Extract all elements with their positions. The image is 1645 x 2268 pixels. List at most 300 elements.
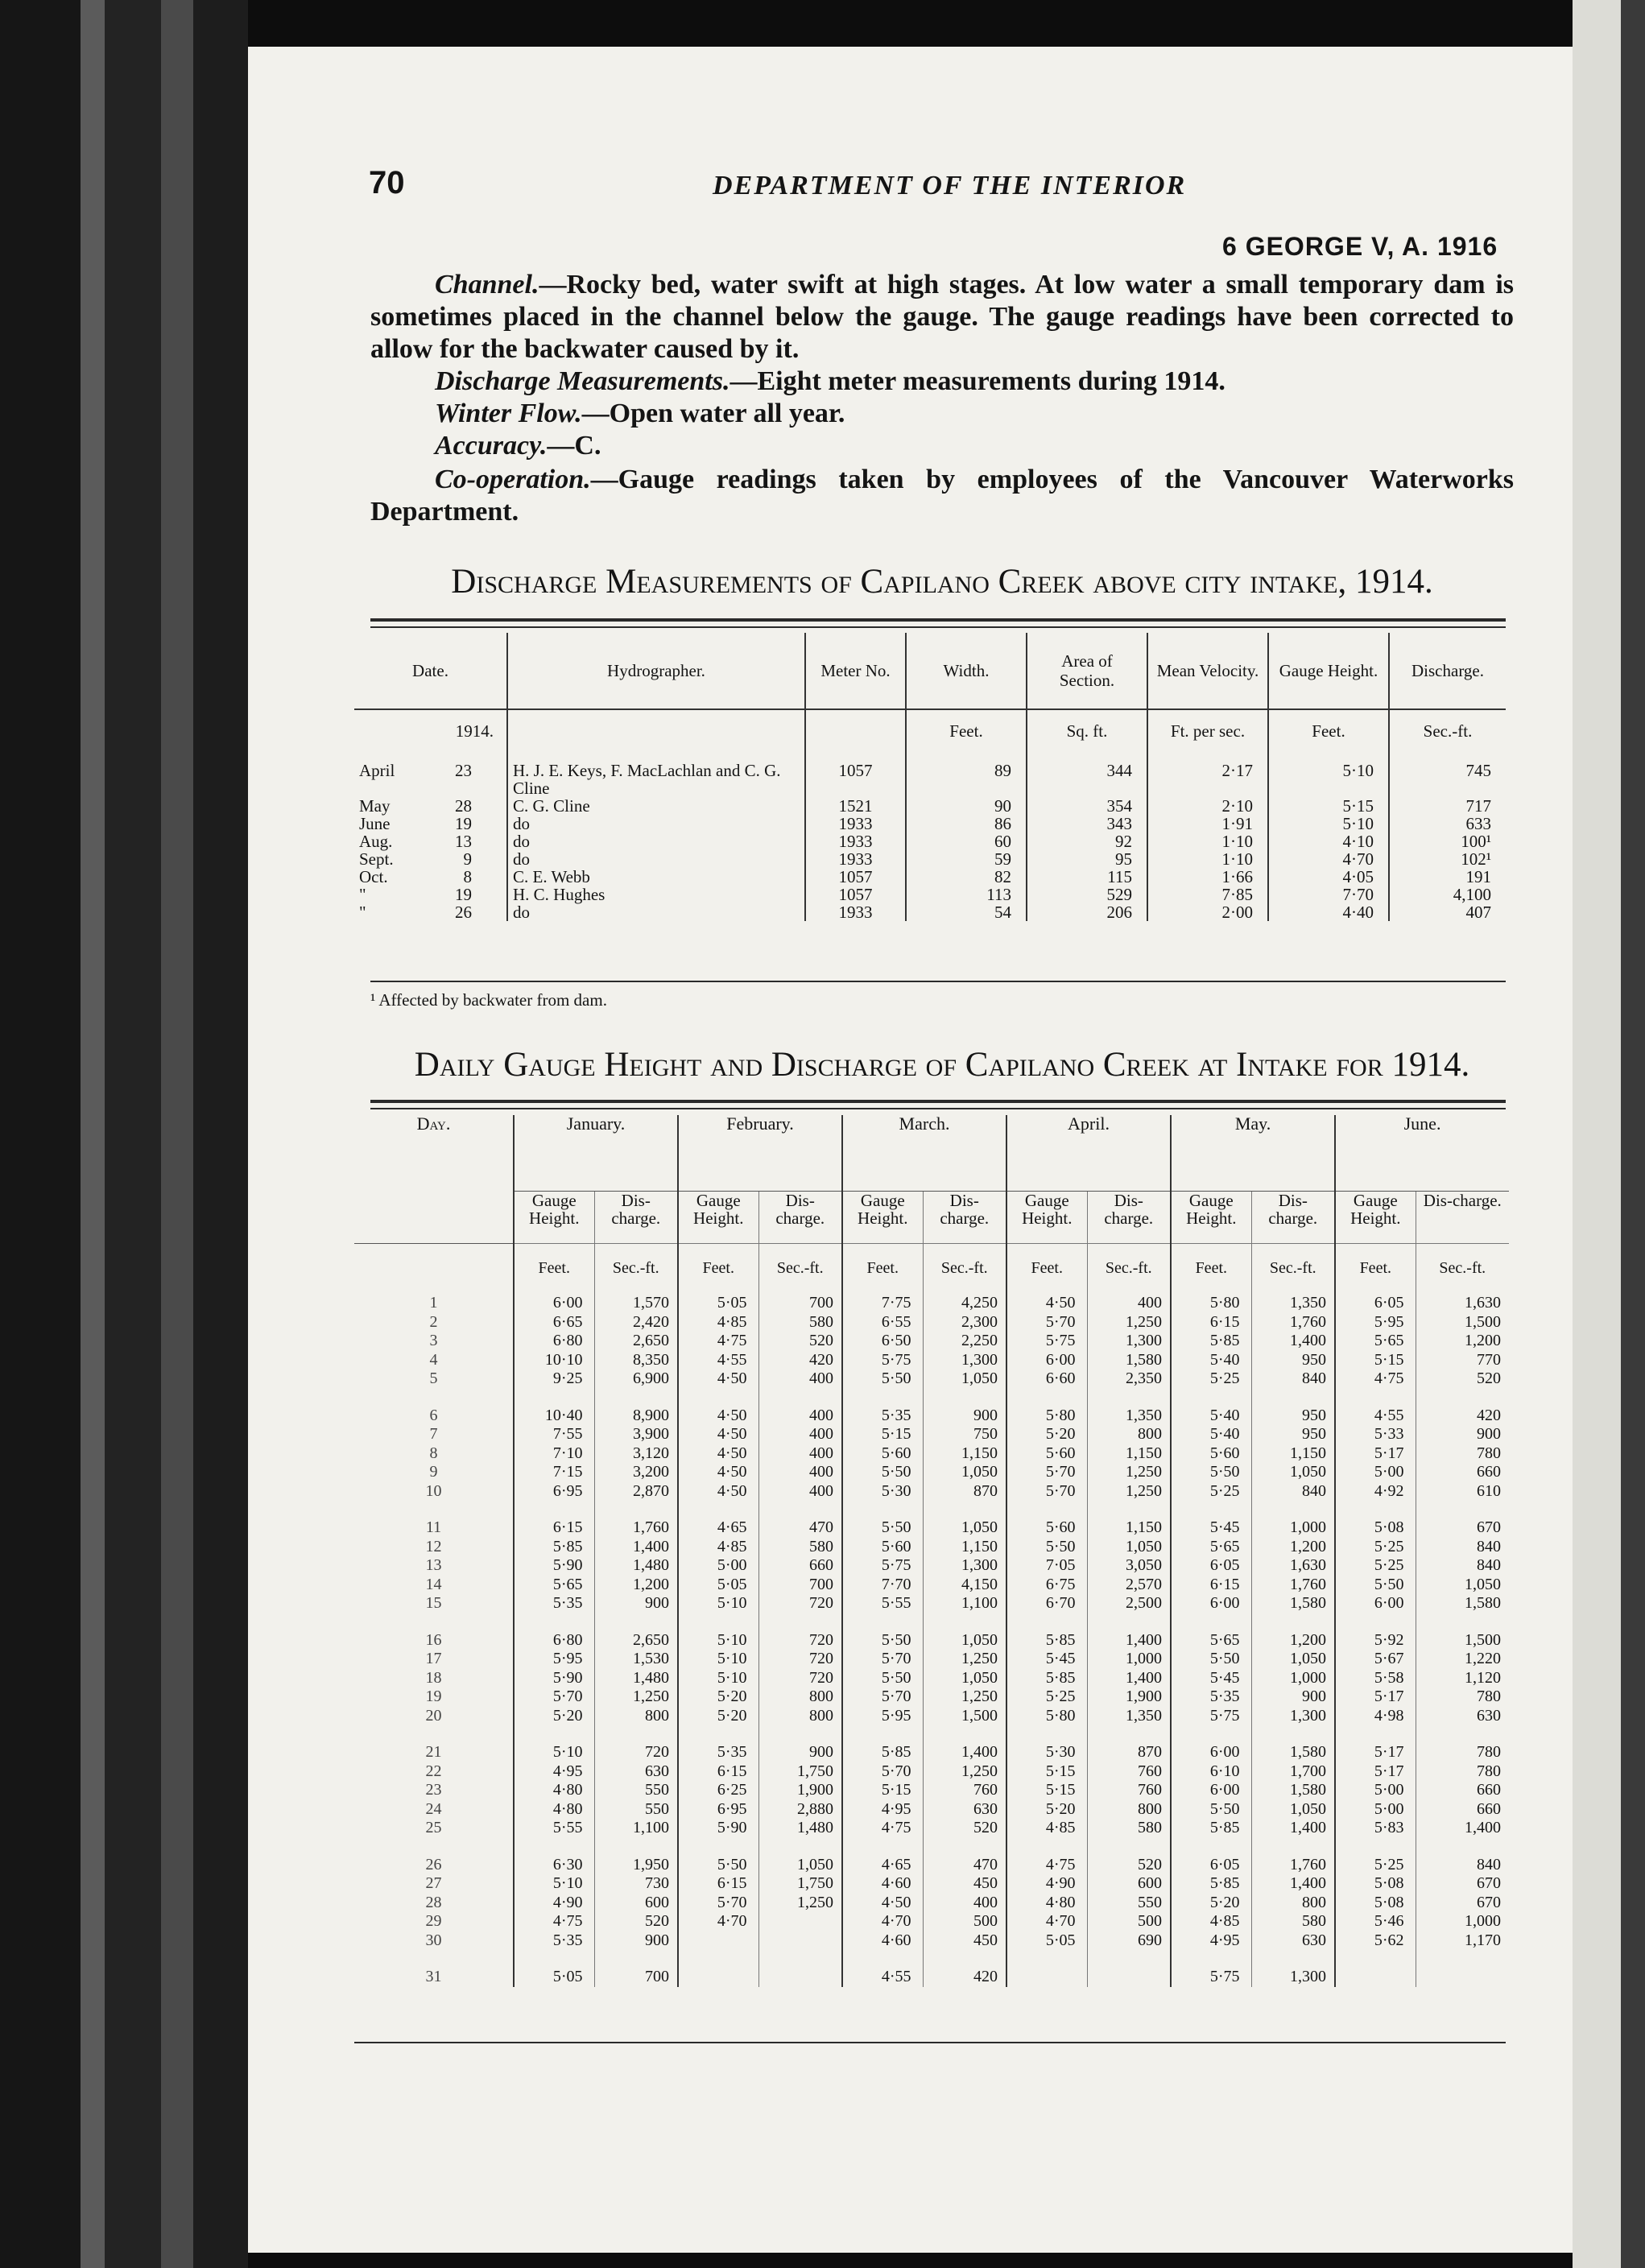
may-gauge-cell: 6·00 [1171,1781,1251,1800]
mar-dis-cell: 1,050 [923,1369,1006,1389]
jun-gauge-cell: 5·95 [1335,1313,1416,1332]
jan-gauge-cell: 5·35 [514,1931,594,1951]
gauge-height-cell: 4·05 [1342,867,1374,886]
date-day: 9 [463,849,472,869]
apr-dis-cell: 760 [1087,1762,1171,1782]
jan-dis-cell: 900 [594,1931,678,1951]
apr-dis-cell: 690 [1087,1931,1171,1951]
jan-gauge-cell: 4·80 [514,1800,594,1820]
table-row [354,1800,1509,1820]
cooperation-text: —Gauge readings taken by employees of the Vancouver Waterworks Department. [370,465,1514,527]
hydrographer-cell: H. J. E. Keys, F. MacLachlan and C. G. Cline [513,761,781,798]
mar-gauge-cell: 5·70 [842,1762,923,1782]
apr-gauge-cell: 5·75 [1006,1332,1087,1351]
may-gauge-cell: 5·50 [1171,1650,1251,1669]
jan-dis-cell: 1,200 [594,1576,678,1595]
feb-gauge-cell: 6·95 [678,1800,758,1820]
sub-gauge-height: Gauge Height. [1335,1192,1416,1244]
gauge-height-cell: 4·40 [1342,903,1374,922]
unit-sec-ft: Sec.-ft. [923,1244,1006,1295]
mar-dis-cell: 1,250 [923,1688,1006,1707]
day-cell: 7 [429,1425,438,1443]
apr-dis-cell: 1,350 [1087,1707,1171,1726]
jan-gauge-cell: 5·95 [514,1650,594,1669]
mar-dis-cell: 450 [923,1874,1006,1894]
table-row [354,1856,1509,1875]
feb-dis-cell: 700 [758,1294,842,1313]
velocity-cell: 2·17 [1221,761,1253,780]
meter-no-cell: 1057 [838,761,873,780]
unit-area: Sq. ft. [1027,709,1147,762]
may-gauge-cell: 5·50 [1171,1463,1251,1482]
hydrographer-cell: do [513,832,530,851]
apr-dis-cell: 1,400 [1087,1631,1171,1650]
may-dis-cell: 1,580 [1251,1781,1335,1800]
accuracy-text: —C. [547,431,601,461]
date-day: 19 [455,885,472,904]
meter-no-cell: 1933 [838,903,873,922]
table-row [354,797,1506,815]
jan-gauge-cell: 5·10 [514,1874,594,1894]
feb-gauge-cell: 5·10 [678,1669,758,1688]
may-dis-cell: 1,400 [1251,1874,1335,1894]
discharge-cell: 191 [1465,867,1491,886]
table-row [354,1912,1509,1931]
jan-gauge-cell: 5·90 [514,1669,594,1688]
mar-dis-cell: 1,300 [923,1351,1006,1370]
apr-gauge-cell: 6·70 [1006,1594,1087,1613]
jan-dis-cell: 520 [594,1912,678,1931]
apr-dis-cell: 1,350 [1087,1407,1171,1426]
day-cell: 1 [429,1294,438,1312]
day-cell: 27 [425,1874,442,1892]
feb-gauge-cell: 5·00 [678,1556,758,1576]
jun-dis-cell: 1,220 [1416,1650,1509,1669]
day-cell: 11 [425,1518,442,1536]
feb-dis-cell [758,1968,842,1987]
feb-dis-cell [758,1912,842,1931]
apr-gauge-cell: 5·80 [1006,1707,1087,1726]
feb-dis-cell: 400 [758,1463,842,1482]
table-row [354,1819,1509,1838]
month-april: April. [1006,1115,1171,1192]
may-gauge-cell: 5·25 [1171,1482,1251,1502]
session-label: 6 GEORGE V, A. 1916 [1222,232,1498,261]
may-dis-cell: 1,630 [1251,1556,1335,1576]
feb-dis-cell: 720 [758,1594,842,1613]
feb-gauge-cell: 4·50 [678,1425,758,1444]
day-cell: 23 [425,1781,442,1799]
mar-dis-cell: 400 [923,1894,1006,1913]
may-gauge-cell: 6·10 [1171,1762,1251,1782]
feb-dis-cell [758,1931,842,1951]
apr-gauge-cell: 4·50 [1006,1294,1087,1313]
jun-dis-cell: 840 [1416,1538,1509,1557]
jun-dis-cell: 780 [1416,1688,1509,1707]
day-cell: 5 [429,1369,438,1387]
day-cell: 18 [425,1668,442,1687]
sub-discharge: Dis-charge. [1087,1192,1171,1244]
mar-gauge-cell: 5·60 [842,1444,923,1464]
apr-dis-cell: 870 [1087,1743,1171,1762]
apr-gauge-cell: 5·85 [1006,1669,1087,1688]
may-gauge-cell: 5·40 [1171,1425,1251,1444]
month-june: June. [1335,1115,1509,1192]
day-cell: 29 [425,1912,442,1930]
jun-dis-cell: 520 [1416,1369,1509,1389]
jun-dis-cell: 1,050 [1416,1576,1509,1595]
jan-dis-cell: 1,400 [594,1538,678,1557]
jan-dis-cell: 2,650 [594,1631,678,1650]
may-gauge-cell: 5·35 [1171,1688,1251,1707]
day-cell: 2 [429,1312,438,1331]
table-row [354,832,1506,850]
jun-dis-cell: 670 [1416,1518,1509,1538]
mar-dis-cell: 1,250 [923,1650,1006,1669]
jun-gauge-cell: 5·17 [1335,1743,1416,1762]
sub-gauge-height: Gauge Height. [1006,1192,1087,1244]
feb-gauge-cell: 4·50 [678,1482,758,1502]
jan-dis-cell: 1,480 [594,1556,678,1576]
jun-gauge-cell: 5·65 [1335,1332,1416,1351]
may-dis-cell: 1,050 [1251,1650,1335,1669]
width-cell: 86 [994,814,1011,833]
apr-dis-cell: 550 [1087,1894,1171,1913]
table-row [354,1407,1509,1426]
apr-dis-cell: 1,250 [1087,1463,1171,1482]
mar-dis-cell: 1,150 [923,1538,1006,1557]
apr-gauge-cell: 5·25 [1006,1688,1087,1707]
mar-gauge-cell: 4·95 [842,1800,923,1820]
unit-sec-ft: Sec.-ft. [1087,1244,1171,1295]
jan-dis-cell: 8,350 [594,1351,678,1370]
jan-gauge-cell: 4·90 [514,1894,594,1913]
jun-gauge-cell: 5·17 [1335,1688,1416,1707]
may-gauge-cell: 5·60 [1171,1444,1251,1464]
may-gauge-cell: 5·65 [1171,1538,1251,1557]
apr-gauge-cell: 7·05 [1006,1556,1087,1576]
mar-gauge-cell: 5·55 [842,1594,923,1613]
mar-gauge-cell: 4·60 [842,1874,923,1894]
may-dis-cell: 1,300 [1251,1707,1335,1726]
apr-gauge-cell: 5·70 [1006,1313,1087,1332]
meter-no-cell: 1057 [838,867,873,886]
jun-dis-cell: 660 [1416,1800,1509,1820]
may-dis-cell: 1,580 [1251,1594,1335,1613]
discharge-cell: 100¹ [1461,832,1491,851]
jun-gauge-cell: 5·00 [1335,1463,1416,1482]
day-cell: 15 [425,1594,442,1612]
date-day: 13 [455,832,472,851]
hydrographer-cell: do [513,849,530,869]
may-gauge-cell: 5·75 [1171,1707,1251,1726]
mar-gauge-cell: 5·50 [842,1669,923,1688]
jun-gauge-cell: 5·17 [1335,1444,1416,1464]
feb-gauge-cell: 5·10 [678,1594,758,1613]
unit-width: Feet. [906,709,1027,762]
day-cell: 14 [425,1575,442,1593]
area-cell: 95 [1115,849,1132,869]
sub-discharge: Dis-charge. [1416,1192,1509,1244]
jan-gauge-cell: 4·95 [514,1762,594,1782]
mar-gauge-cell: 5·50 [842,1518,923,1538]
feb-dis-cell: 2,880 [758,1800,842,1820]
jan-dis-cell: 720 [594,1743,678,1762]
apr-dis-cell: 1,580 [1087,1351,1171,1370]
may-dis-cell: 950 [1251,1425,1335,1444]
mar-dis-cell: 2,300 [923,1313,1006,1332]
feb-dis-cell: 400 [758,1444,842,1464]
sub-gauge-height: Gauge Height. [514,1192,594,1244]
jun-dis-cell: 420 [1416,1407,1509,1426]
table-row [354,1631,1509,1650]
col-velocity: Mean Velocity. [1147,633,1268,709]
sub-discharge: Dis-charge. [1251,1192,1335,1244]
may-gauge-cell: 4·85 [1171,1912,1251,1931]
table-row [354,1781,1509,1800]
mar-gauge-cell: 4·60 [842,1931,923,1951]
unit-feet: Feet. [1335,1244,1416,1295]
hydrographer-cell: C. G. Cline [513,796,590,816]
jan-gauge-cell: 4·75 [514,1912,594,1931]
may-gauge-cell: 5·85 [1171,1819,1251,1838]
feb-dis-cell: 1,050 [758,1856,842,1875]
jan-dis-cell: 1,250 [594,1688,678,1707]
may-dis-cell: 1,150 [1251,1444,1335,1464]
day-cell: 10 [425,1481,442,1500]
table-row [354,1332,1509,1351]
feb-dis-cell: 400 [758,1425,842,1444]
discharge-paragraph [370,366,1514,398]
table-row [354,1669,1509,1688]
feb-gauge-cell: 4·50 [678,1444,758,1464]
jan-gauge-cell: 5·20 [514,1707,594,1726]
date-month: Oct. [359,867,388,886]
may-dis-cell: 1,050 [1251,1800,1335,1820]
apr-dis-cell: 580 [1087,1819,1171,1838]
may-gauge-cell: 6·00 [1171,1743,1251,1762]
jan-dis-cell: 900 [594,1594,678,1613]
may-dis-cell: 840 [1251,1482,1335,1502]
apr-dis-cell: 1,050 [1087,1538,1171,1557]
feb-dis-cell: 520 [758,1332,842,1351]
apr-dis-cell: 600 [1087,1874,1171,1894]
feb-gauge-cell: 4·75 [678,1332,758,1351]
table-row [354,903,1506,921]
mar-dis-cell: 870 [923,1482,1006,1502]
meter-no-cell: 1521 [838,796,873,816]
jan-dis-cell: 630 [594,1762,678,1782]
feb-dis-cell: 1,750 [758,1762,842,1782]
feb-dis-cell: 1,750 [758,1874,842,1894]
date-month: Sept. [359,849,394,869]
mar-gauge-cell: 5·50 [842,1369,923,1389]
apr-gauge-cell: 6·60 [1006,1369,1087,1389]
table-row [354,1650,1509,1669]
table-row [354,850,1506,868]
col-day: Day. [354,1115,514,1244]
gauge-height-cell: 4·70 [1342,849,1374,869]
apr-gauge-cell: 4·80 [1006,1894,1087,1913]
width-cell: 59 [994,849,1011,869]
apr-dis-cell: 1,250 [1087,1313,1171,1332]
hydrographer-cell: do [513,903,530,922]
discharge-table-title: Discharge Measurements of Capilano Creek above city intake, 1914. [451,563,1433,601]
date-day: 28 [455,796,472,816]
may-dis-cell: 1,350 [1251,1294,1335,1313]
may-dis-cell: 1,400 [1251,1332,1335,1351]
jun-dis-cell: 1,000 [1416,1912,1509,1931]
mar-gauge-cell: 4·55 [842,1968,923,1987]
jan-gauge-cell: 5·70 [514,1688,594,1707]
jun-dis-cell: 840 [1416,1856,1509,1875]
jun-dis-cell: 1,580 [1416,1594,1509,1613]
apr-gauge-cell: 6·75 [1006,1576,1087,1595]
jun-gauge-cell: 5·83 [1335,1819,1416,1838]
may-dis-cell: 580 [1251,1912,1335,1931]
jun-dis-cell [1416,1968,1509,1987]
date-day: 19 [455,814,472,833]
jan-dis-cell: 600 [594,1894,678,1913]
area-cell: 92 [1115,832,1132,851]
sub-discharge: Dis-charge. [758,1192,842,1244]
width-cell: 54 [994,903,1011,922]
mar-dis-cell: 1,050 [923,1463,1006,1482]
apr-dis-cell: 1,250 [1087,1482,1171,1502]
apr-dis-cell: 760 [1087,1781,1171,1800]
mar-dis-cell: 760 [923,1781,1006,1800]
meter-no-cell: 1933 [838,849,873,869]
velocity-cell: 1·66 [1221,867,1253,886]
feb-gauge-cell: 4·65 [678,1518,758,1538]
unit-gauge: Feet. [1268,709,1389,762]
apr-dis-cell: 1,300 [1087,1332,1171,1351]
mar-dis-cell: 1,100 [923,1594,1006,1613]
jun-dis-cell: 1,200 [1416,1332,1509,1351]
width-cell: 90 [994,796,1011,816]
discharge-cell: 407 [1465,903,1491,922]
may-gauge-cell: 6·00 [1171,1594,1251,1613]
day-cell: 13 [425,1556,442,1574]
jan-gauge-cell: 10·10 [514,1351,594,1370]
unit-feet: Feet. [678,1244,758,1295]
feb-dis-cell: 580 [758,1313,842,1332]
jun-gauge-cell: 5·17 [1335,1762,1416,1782]
unit-sec-ft: Sec.-ft. [1251,1244,1335,1295]
apr-gauge-cell: 5·20 [1006,1425,1087,1444]
velocity-cell: 2·10 [1221,796,1253,816]
table-row [354,1313,1509,1332]
apr-dis-cell: 1,900 [1087,1688,1171,1707]
winter-paragraph [370,398,1514,430]
mar-dis-cell: 4,250 [923,1294,1006,1313]
velocity-cell: 2·00 [1221,903,1253,922]
area-cell: 354 [1106,796,1132,816]
mar-gauge-cell: 7·70 [842,1576,923,1595]
jan-gauge-cell: 4·80 [514,1781,594,1800]
channel-label: Channel. [435,270,539,300]
discharge-cell: 4,100 [1453,885,1491,904]
apr-gauge-cell: 4·70 [1006,1912,1087,1931]
discharge-cell: 102¹ [1461,849,1491,869]
mar-dis-cell: 420 [923,1968,1006,1987]
gauge-height-cell: 5·10 [1342,814,1374,833]
jun-dis-cell: 660 [1416,1463,1509,1482]
jun-dis-cell: 1,630 [1416,1294,1509,1313]
col-meter-no: Meter No. [805,633,906,709]
jan-dis-cell: 1,530 [594,1650,678,1669]
may-dis-cell: 950 [1251,1407,1335,1426]
may-dis-cell: 800 [1251,1894,1335,1913]
sub-gauge-height: Gauge Height. [1171,1192,1251,1244]
jun-dis-cell: 660 [1416,1781,1509,1800]
gauge-height-cell: 4·10 [1342,832,1374,851]
feb-dis-cell: 700 [758,1576,842,1595]
table-row [354,1874,1509,1894]
apr-gauge-cell: 5·15 [1006,1762,1087,1782]
mar-gauge-cell: 4·75 [842,1819,923,1838]
channel-text: —Rocky bed, water swift at high stages. At low water a small temporary dam is sometimes placed in the channel below the gauge. The gauge readings have been corrected to allow for the backwater caused by it. [370,270,1514,364]
sub-gauge-height: Gauge Height. [842,1192,923,1244]
table-row [354,1463,1509,1482]
jun-gauge-cell: 5·67 [1335,1650,1416,1669]
apr-dis-cell: 1,150 [1087,1444,1171,1464]
jun-dis-cell: 670 [1416,1874,1509,1894]
table-row [354,1931,1509,1951]
jan-dis-cell: 2,650 [594,1332,678,1351]
may-dis-cell: 1,760 [1251,1313,1335,1332]
feb-gauge-cell: 5·10 [678,1650,758,1669]
jan-gauge-cell: 5·85 [514,1538,594,1557]
may-dis-cell: 1,000 [1251,1518,1335,1538]
date-month: May [359,796,391,816]
apr-dis-cell: 2,570 [1087,1576,1171,1595]
jan-gauge-cell: 10·40 [514,1407,594,1426]
mar-gauge-cell: 7·75 [842,1294,923,1313]
feb-gauge-cell: 4·55 [678,1351,758,1370]
feb-gauge-cell: 5·70 [678,1894,758,1913]
date-month: Aug. [359,832,393,851]
sub-gauge-height: Gauge Height. [678,1192,758,1244]
accuracy-paragraph [370,430,1514,462]
cooperation-paragraph [370,464,1514,528]
feb-gauge-cell: 4·50 [678,1369,758,1389]
discharge-measurements-table [354,633,1506,921]
day-cell: 9 [429,1463,438,1481]
jun-dis-cell: 1,400 [1416,1819,1509,1838]
day-cell: 24 [425,1799,442,1818]
jun-gauge-cell: 5·62 [1335,1931,1416,1951]
area-cell: 343 [1106,814,1132,833]
feb-gauge-cell: 5·20 [678,1688,758,1707]
jan-dis-cell: 1,100 [594,1819,678,1838]
jan-dis-cell: 2,420 [594,1313,678,1332]
area-cell: 115 [1107,867,1132,886]
date-month: " [359,885,366,904]
feb-gauge-cell: 6·15 [678,1762,758,1782]
jun-dis-cell: 670 [1416,1894,1509,1913]
mar-dis-cell: 500 [923,1912,1006,1931]
hydrographer-cell: do [513,814,530,833]
table-row [354,1294,1509,1313]
apr-gauge-cell: 5·70 [1006,1482,1087,1502]
apr-gauge-cell: 5·20 [1006,1800,1087,1820]
may-dis-cell: 1,200 [1251,1538,1335,1557]
apr-gauge-cell: 5·15 [1006,1781,1087,1800]
area-cell: 529 [1106,885,1132,904]
jun-gauge-cell: 5·08 [1335,1894,1416,1913]
area-cell: 206 [1106,903,1132,922]
